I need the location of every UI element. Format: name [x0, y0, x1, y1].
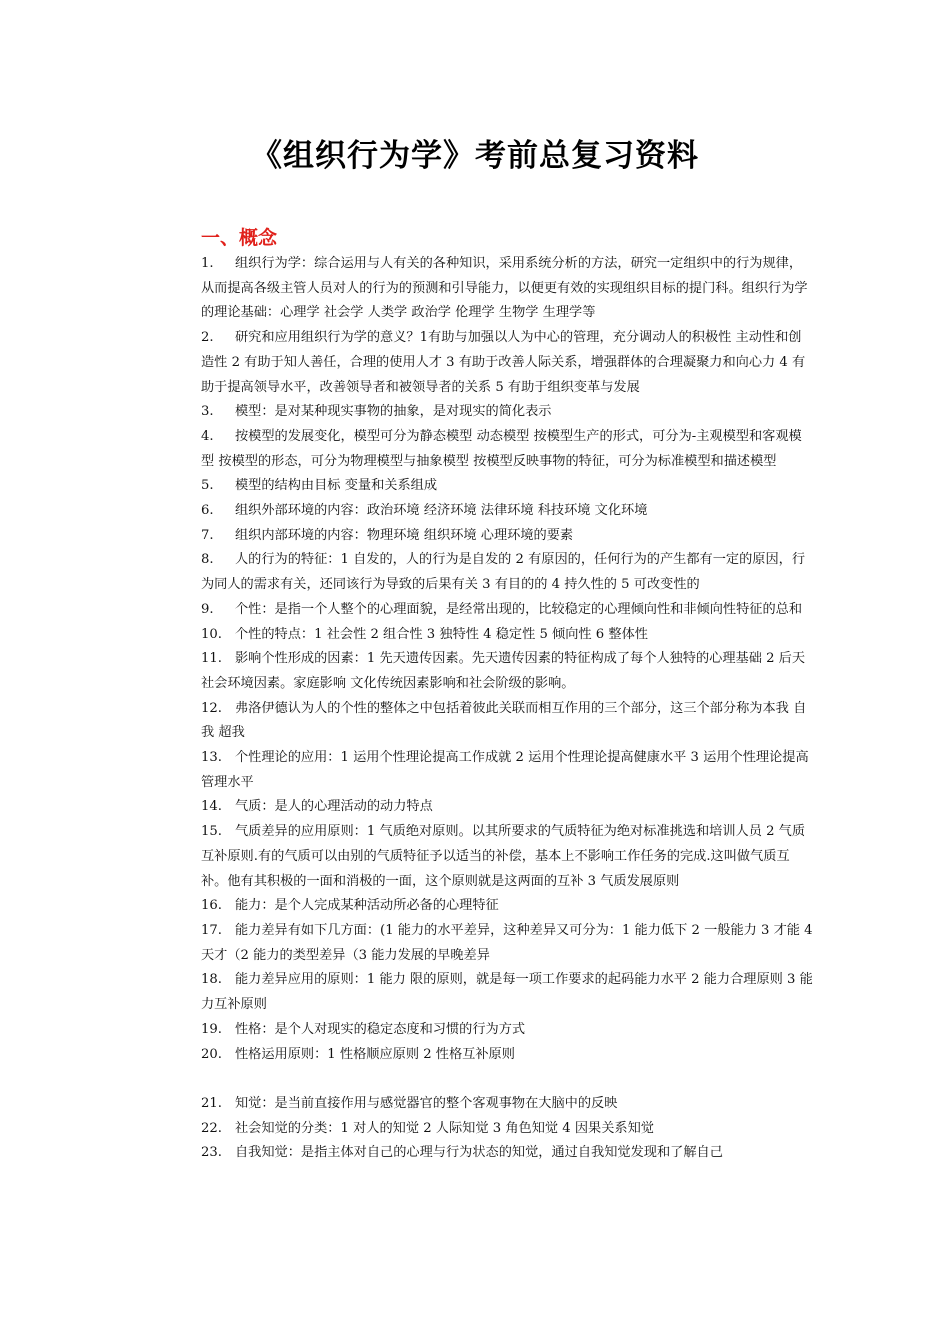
item-number: 19. — [201, 1021, 222, 1037]
item-number: 17. — [201, 922, 222, 938]
item-number: 5. — [201, 478, 214, 494]
item-text: 影响个性形成的因素：1 先天遗传因素。先天遗传因素的特征构成了每个人独特的心理基础 2 后天社会环境因素。家庭影响 文化传统因素影响和社会阶级的影响。 — [201, 651, 806, 691]
item-number: 22. — [201, 1120, 222, 1136]
item-text: 组织内部环境的内容：物理环境 组织环境 心理环境的要素 — [235, 527, 574, 543]
item-text: 气质差异的应用原则：1 气质绝对原则。以其所要求的气质特征为绝对标准挑选和培训人员 2 气质互补原则.有的气质可以由别的气质特征予以适当的补偿，基本上不影响工作任务的完成.这叫做气质互补。他有其积极的一面和消极的一面，这个原则就是这两面的互补 3 气质发展原则 — [201, 824, 806, 889]
list-item — [201, 968, 813, 1017]
blank-line — [201, 1067, 813, 1092]
item-number: 3. — [201, 404, 214, 420]
item-number: 6. — [201, 503, 214, 519]
item-text: 能力差异有如下几方面：(1 能力的水平差异，这种差异又可分为：1 能力低下 2 一般能力 3 才能 4 天才（2 能力的类型差异（3 能力发展的早晚差异 — [201, 922, 813, 963]
list-item — [201, 499, 813, 524]
list-item — [201, 425, 813, 474]
item-number: 11. — [201, 651, 222, 667]
item-number: 16. — [201, 898, 222, 914]
item-number: 23. — [201, 1145, 222, 1161]
list-item — [201, 697, 813, 746]
list-item — [201, 894, 813, 919]
list-item — [201, 548, 813, 597]
list-item — [201, 919, 813, 968]
section-heading: 一、概念 — [201, 227, 278, 249]
item-number: 10. — [201, 626, 222, 642]
item-text: 弗洛伊德认为人的个性的整体之中包括着彼此关联而相互作用的三个部分，这三个部分称为本我 自我 超我 — [201, 700, 807, 741]
item-text: 个性理论的应用：1 运用个性理论提高工作成就 2 运用个性理论提高健康水平 3 运用个性理论提高管理水平 — [201, 750, 809, 790]
item-text: 组织外部环境的内容：政治环境 经济环境 法律环境 科技环境 文化环境 — [235, 503, 648, 519]
list-item — [201, 1043, 813, 1068]
item-text: 气质：是人的心理活动的动力特点 — [235, 799, 433, 815]
item-number: 7. — [201, 527, 214, 543]
item-text: 个性的特点：1 社会性 2 组合性 3 独特性 4 稳定性 5 倾向性 6 整体性 — [235, 626, 648, 642]
item-text: 按模型的发展变化，模型可分为静态模型 动态模型 按模型生产的形式，可分为-主观模型和客观模型 按模型的形态，可分为物理模型与抽象模型 按模型反映事物的特征，可分为标准模型和描述模型 — [201, 428, 802, 469]
list-item — [201, 1141, 813, 1166]
list-item — [201, 623, 813, 648]
item-text: 模型的结构由目标 变量和关系组成 — [235, 478, 438, 494]
item-text: 性格：是个人对现实的稳定态度和习惯的行为方式 — [235, 1021, 526, 1037]
item-text: 能力差异应用的原则：1 能力 限的原则，就是每一项工作要求的起码能力水平 2 能力合理原则 3 能力互补原则 — [201, 972, 813, 1013]
item-number: 14. — [201, 799, 222, 815]
list-item — [201, 400, 813, 425]
item-list — [201, 252, 813, 1166]
item-text: 组织行为学：综合运用与人有关的各种知识，采用系统分析的方法，研究一定组织中的行为规律，从而提高各级主管人员对人的行为的预测和引导能力，以便更有效的实现组织目标的提门科。组织行为学的理论基础：心理学 社会学 人类学 政治学 伦理学 生物学 生理学等 — [201, 256, 808, 321]
item-number: 20. — [201, 1046, 222, 1062]
item-text: 人的行为的特征：1 自发的，人的行为是自发的 2 有原因的，任何行为的产生都有一定的原因，行为同人的需求有关，还同该行为导致的后果有关 3 有目的的 4 持久性的 5 可改变性的 — [201, 552, 806, 593]
item-number: 13. — [201, 750, 222, 766]
list-item — [201, 1117, 813, 1142]
item-number: 15. — [201, 824, 222, 840]
list-item — [201, 598, 813, 623]
list-item — [201, 1092, 813, 1117]
list-item — [201, 795, 813, 820]
list-item — [201, 820, 813, 894]
list-item — [201, 1018, 813, 1043]
item-text: 能力：是个人完成某种活动所必备的心理特征 — [235, 898, 499, 914]
item-text: 知觉：是当前直接作用与感觉器官的整个客观事物在大脑中的反映 — [235, 1095, 618, 1111]
item-number: 12. — [201, 700, 222, 716]
item-number: 8. — [201, 552, 214, 568]
list-item — [201, 326, 813, 400]
item-text: 性格运用原则：1 性格顺应原则 2 性格互补原则 — [235, 1046, 515, 1062]
item-text: 自我知觉：是指主体对自己的心理与行为状态的知觉，通过自我知觉发现和了解自己 — [235, 1145, 723, 1161]
list-item — [201, 252, 813, 326]
list-item — [201, 746, 813, 795]
item-number: 4. — [201, 428, 214, 444]
list-item — [201, 647, 813, 696]
page-title: 《组织行为学》考前总复习资料 — [251, 138, 699, 174]
item-text: 社会知觉的分类：1 对人的知觉 2 人际知觉 3 角色知觉 4 因果关系知觉 — [235, 1120, 654, 1136]
item-number: 9. — [201, 601, 214, 617]
item-number: 21. — [201, 1095, 222, 1111]
item-number: 1. — [201, 256, 214, 271]
list-item — [201, 474, 813, 499]
item-text: 模型：是对某种现实事物的抽象，是对现实的简化表示 — [235, 404, 552, 420]
item-text: 个性：是指一个人整个的心理面貌，是经常出现的，比较稳定的心理倾向性和非倾向性特征的总和 — [235, 601, 803, 617]
item-text: 研究和应用组织行为学的意义？1有助与加强以人为中心的管理，充分调动人的积极性 主动性和创造性 2 有助于知人善任，合理的使用人才 3 有助于改善人际关系，增强群体的合理凝聚力和向心力 4 有助于提高领导水平，改善领导者和被领导者的关系 5 有助于组织变革与发展 — [201, 330, 806, 395]
item-number: 2. — [201, 330, 214, 346]
list-item — [201, 524, 813, 549]
item-number: 18. — [201, 972, 222, 988]
